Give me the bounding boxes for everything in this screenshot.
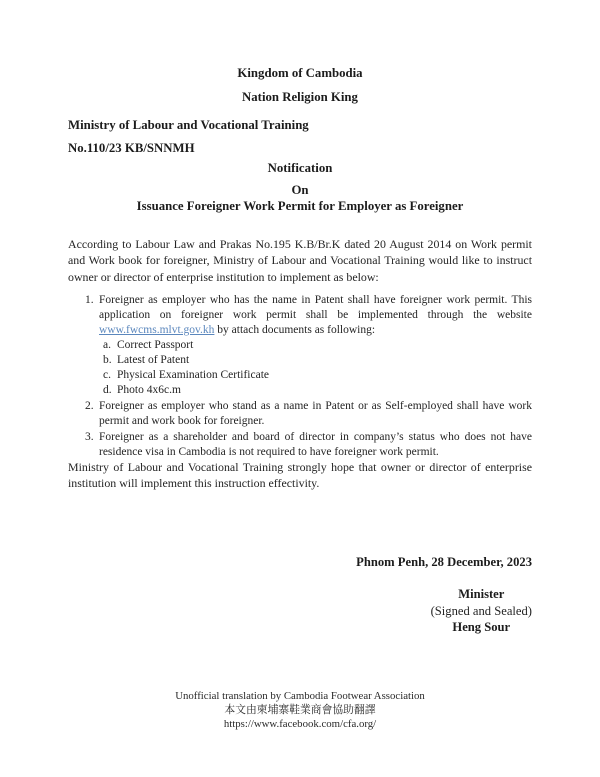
instruction-list — [68, 292, 532, 460]
list-item-3 — [68, 430, 532, 460]
footer-translation-note: Unofficial translation by Cambodia Footwear Association — [175, 690, 425, 702]
sub-item-a-text: Correct Passport — [117, 339, 194, 351]
signature-block — [68, 586, 532, 636]
intro-paragraph: According to Labour Law and Prakas No.195 K.B/Br.K dated 20 August 2014 on Work permit and Work book for foreigner, Ministry of Labour and Vocational Training would like to instruct owner or director of enterprise institution to implement as below: — [68, 237, 532, 284]
sub-item-c-letter: c. — [103, 369, 111, 381]
list-item-2 — [68, 399, 532, 429]
reference-number: No.110/23 KB/SNNMH — [68, 141, 195, 155]
fwcms-website-link[interactable]: www.fwcms.mlvt.gov.kh — [99, 324, 215, 336]
list-item-3-text: Foreigner as a shareholder and board of director in company’s status who does not have residence visa in Cambodia is not required to have foreigner work permit. — [99, 431, 532, 458]
sub-item-a — [99, 338, 532, 353]
sub-item-c — [99, 368, 532, 383]
list-item-1 — [68, 293, 532, 398]
sub-item-c-text: Physical Examination Certificate — [117, 369, 270, 381]
sub-item-b-text: Latest of Patent — [117, 354, 190, 366]
list-item-2-text: Foreigner as employer who stand as a name in Patent or as Self-employed shall have work permit and work book for foreigner. — [99, 400, 532, 427]
sub-item-d-text: Photo 4x6c.m — [117, 384, 181, 396]
list-item-1-text-before-link: Foreigner as employer who has the name in Patent shall have foreigner work permit. This application on foreigner work permit shall be implemented through the website — [99, 294, 532, 321]
sub-item-a-letter: a. — [103, 339, 111, 351]
list-item-1-text — [99, 293, 532, 398]
doc-subject-title: Issuance Foreigner Work Permit for Employer as Foreigner — [136, 199, 464, 213]
list-item-1-text-after-link: by attach documents as following: — [214, 324, 376, 336]
minister-title: Minister — [458, 587, 505, 601]
sub-item-d — [99, 383, 532, 398]
sub-item-d-letter: d. — [103, 384, 112, 396]
list-item-1-number: 1. — [85, 294, 94, 306]
place-date-line: Phnom Penh, 28 December, 2023 — [356, 555, 532, 569]
doc-on-label: On — [291, 183, 309, 197]
national-motto: Nation Religion King — [242, 90, 358, 104]
doc-type-title: Notification — [267, 161, 333, 175]
minister-name: Heng Sour — [452, 620, 511, 634]
sub-item-b-letter: b. — [103, 354, 112, 366]
footer-chinese-note: 本文由柬埔寨鞋業商會協助翻譯 — [224, 703, 376, 716]
sub-item-b — [99, 353, 532, 368]
list-item-3-number: 3. — [85, 431, 94, 443]
ministry-name: Ministry of Labour and Vocational Training — [68, 118, 309, 132]
kingdom-title: Kingdom of Cambodia — [237, 66, 363, 80]
translation-footer — [0, 690, 600, 731]
footer-facebook-url: https://www.facebook.com/cfa.org/ — [223, 717, 377, 730]
list-item-2-number: 2. — [85, 400, 94, 412]
closing-paragraph: Ministry of Labour and Vocational Training strongly hope that owner or director of enterprise institution will implement this instruction effectivity. — [68, 460, 532, 491]
document-sublist — [99, 338, 532, 398]
signed-sealed-note: (Signed and Sealed) — [430, 603, 532, 618]
